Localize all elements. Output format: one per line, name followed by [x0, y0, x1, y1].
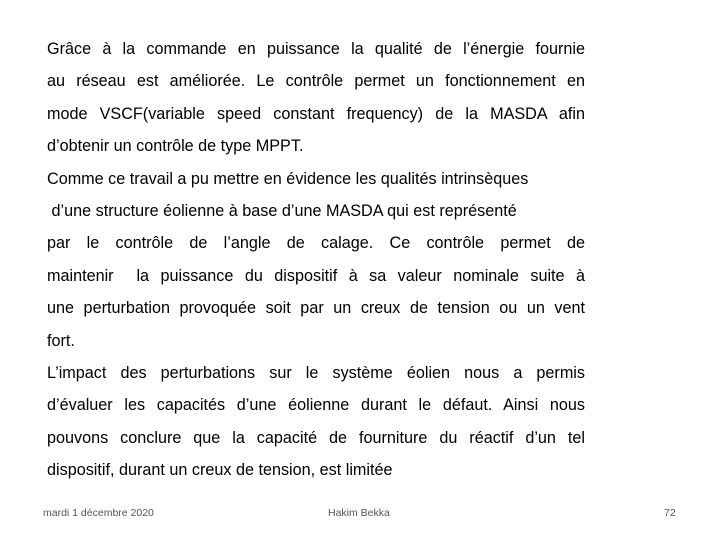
text-line: d’obtenir un contrôle de type MPPT. [47, 137, 304, 156]
footer-author: Hakim Bekka [328, 507, 390, 519]
text-line: une perturbation provoquée soit par un creux de tension ou un vent [47, 299, 585, 318]
text-line: fort. [47, 331, 75, 350]
body-text [47, 33, 585, 487]
paragraph-1 [47, 33, 585, 163]
footer-date: mardi 1 décembre 2020 [43, 507, 154, 519]
text-line: pouvons conclure que la capacité de fourniture du réactif d’un tel [47, 428, 585, 447]
text-line: au réseau est améliorée. Le contrôle permet un fonctionnement en [47, 72, 585, 91]
text-line: Grâce à la commande en puissance la qualité de l’énergie fournie [47, 40, 585, 58]
footer-page-number: 72 [664, 507, 676, 519]
text-line: mode VSCF(variable speed constant frequency) de la MASDA afin [47, 104, 585, 123]
text-line: d’évaluer les capacités d’une éolienne durant le défaut. Ainsi nous [47, 396, 585, 415]
text-line: L’impact des perturbations sur le système éolien nous a permis [47, 364, 585, 383]
paragraph-2 [47, 163, 585, 357]
text-line: dispositif, durant un creux de tension, est limitée [47, 461, 393, 480]
text-line: par le contrôle de l’angle de calage. Ce contrôle permet de [47, 234, 585, 253]
text-line: Comme ce travail a pu mettre en évidence les qualités intrinsèques [47, 169, 529, 188]
text-line: maintenir la puissance du dispositif à sa valeur nominale suite à [47, 266, 585, 285]
paragraph-3 [47, 357, 585, 487]
text-line: d’une structure éolienne à base d’une MASDA qui est représenté [47, 202, 517, 221]
